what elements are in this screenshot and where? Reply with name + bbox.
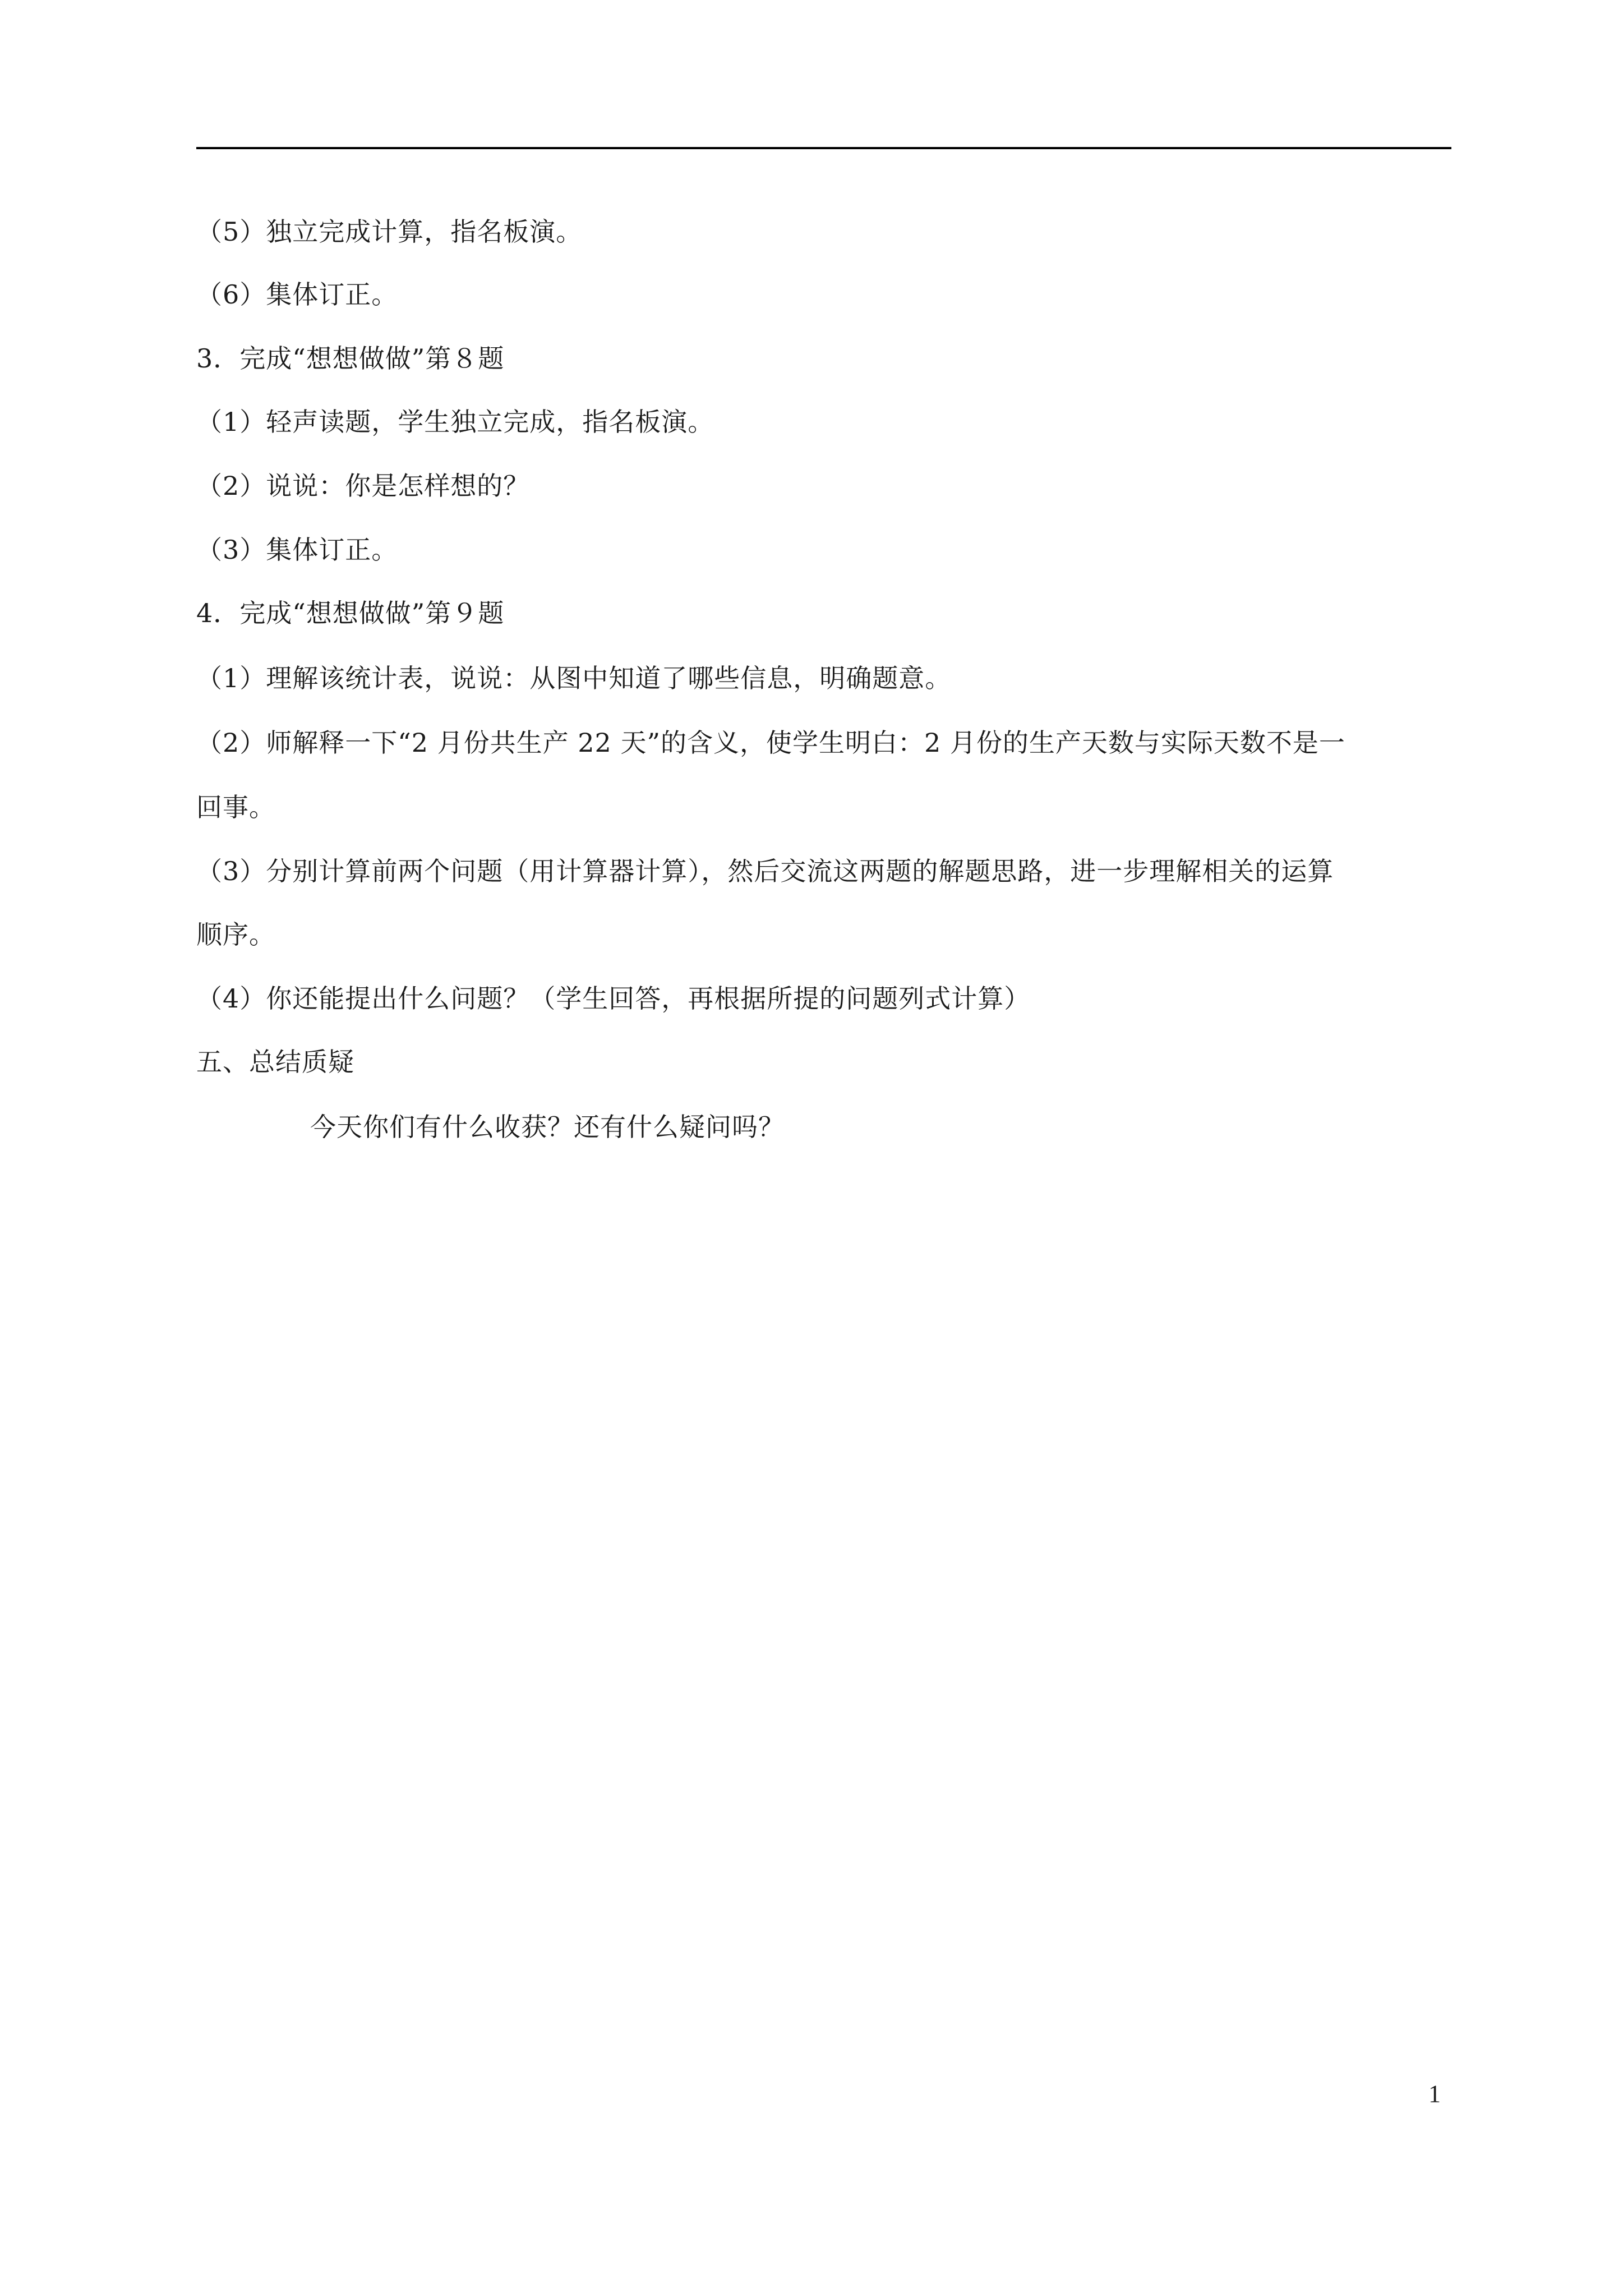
text-line-3: 3．完成“想想做做”第８题 xyxy=(196,343,505,374)
text-line-1: （5）独立完成计算，指名板演。 xyxy=(196,217,583,247)
text-line-2: （6）集体订正。 xyxy=(196,279,398,310)
text-line-8: （1）理解该统计表，说说：从图中知道了哪些信息，明确题意。 xyxy=(196,663,952,693)
text-line-7: 4．完成“想想做做”第９题 xyxy=(196,598,505,628)
text-line-10: 回事。 xyxy=(196,792,275,822)
section-heading: 五、总结质疑 xyxy=(196,1047,354,1077)
text-line-12: 顺序。 xyxy=(196,919,275,950)
text-line-6: （3）集体订正。 xyxy=(196,535,398,565)
text-line-9: （2）师解释一下“2 月份共生产 22 天”的含义，使学生明白：2 月份的生产天数与实际天数不是一 xyxy=(196,728,1345,758)
text-line-4: （1）轻声读题，学生独立完成，指名板演。 xyxy=(196,407,714,437)
text-line-15: 今天你们有什么收获？还有什么疑问吗？ xyxy=(310,1112,785,1142)
text-line-5: （2）说说：你是怎样想的？ xyxy=(196,471,530,501)
header-rule xyxy=(196,147,1451,149)
text-line-11: （3）分别计算前两个问题（用计算器计算），然后交流这两题的解题思路，进一步理解相关的运算 xyxy=(196,856,1334,886)
text-line-13: （4）你还能提出什么问题？（学生回答，再根据所提的问题列式计算） xyxy=(196,983,1031,1014)
page-number: 1 xyxy=(1428,2080,1441,2108)
